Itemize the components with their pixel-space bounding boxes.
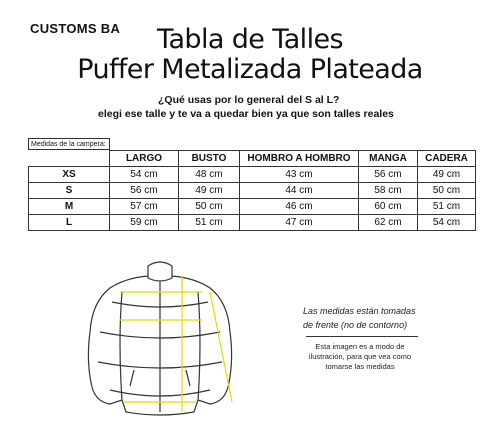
- col-header-largo: LARGO: [110, 151, 179, 167]
- measurement-note-line2: de frente (no de contorno): [303, 320, 408, 330]
- table-header-row: [29, 151, 476, 167]
- size-cell: L: [29, 215, 110, 231]
- measurements-section-label: Medidas de la campera:: [28, 138, 110, 150]
- jacket-outline: [88, 262, 231, 415]
- size-advice: elegi ese talle y te va a quedar bien ya que son talles reales: [98, 108, 394, 120]
- measurement-guides: [120, 276, 232, 412]
- col-header-cadera: CADERA: [418, 151, 476, 167]
- col-header-busto: BUSTO: [179, 151, 240, 167]
- table-cell: 51 cm: [179, 215, 240, 231]
- size-table: [28, 150, 476, 231]
- table-cell: 62 cm: [359, 215, 418, 231]
- table-cell: 60 cm: [359, 199, 418, 215]
- table-corner: [29, 151, 110, 167]
- size-cell: S: [29, 183, 110, 199]
- table-cell: 44 cm: [240, 183, 359, 199]
- table-cell: 54 cm: [418, 215, 476, 231]
- table-cell: 58 cm: [359, 183, 418, 199]
- table-cell: 50 cm: [179, 199, 240, 215]
- table-row: [29, 183, 476, 199]
- table-cell: 57 cm: [110, 199, 179, 215]
- table-row: [29, 215, 476, 231]
- size-cell: M: [29, 199, 110, 215]
- table-cell: 51 cm: [418, 199, 476, 215]
- page-subtitle: Puffer Metalizada Plateada: [77, 54, 423, 85]
- sleeve-measure-line: [210, 292, 232, 402]
- table-cell: 56 cm: [110, 183, 179, 199]
- table-cell: 49 cm: [418, 167, 476, 183]
- table-cell: 50 cm: [418, 183, 476, 199]
- table-cell: 47 cm: [240, 215, 359, 231]
- table-cell: 49 cm: [179, 183, 240, 199]
- col-header-hombro: HOMBRO A HOMBRO: [240, 151, 359, 167]
- divider: [306, 336, 418, 337]
- table-row: [29, 167, 476, 183]
- col-header-manga: MANGA: [359, 151, 418, 167]
- size-question: ¿Qué usas por lo general del S al L?: [158, 94, 340, 106]
- page-title: Tabla de Talles: [157, 24, 343, 55]
- table-cell: 54 cm: [110, 167, 179, 183]
- brand-logo-text: CUSTOMS BA: [30, 21, 121, 36]
- table-cell: 43 cm: [240, 167, 359, 183]
- table-cell: 46 cm: [240, 199, 359, 215]
- illustration-note-line3: tomarse las medidas: [325, 362, 395, 371]
- illustration-note-line2: ilustración, para que vea como: [308, 352, 412, 361]
- table-cell: 56 cm: [359, 167, 418, 183]
- jacket-illustration: [70, 252, 270, 422]
- size-cell: XS: [29, 167, 110, 183]
- table-cell: 48 cm: [179, 167, 240, 183]
- illustration-note-line1: Esta imagen es a modo de: [315, 342, 405, 351]
- table-cell: 59 cm: [110, 215, 179, 231]
- measurement-note-line1: Las medidas están tomadas: [303, 306, 416, 316]
- table-row: [29, 199, 476, 215]
